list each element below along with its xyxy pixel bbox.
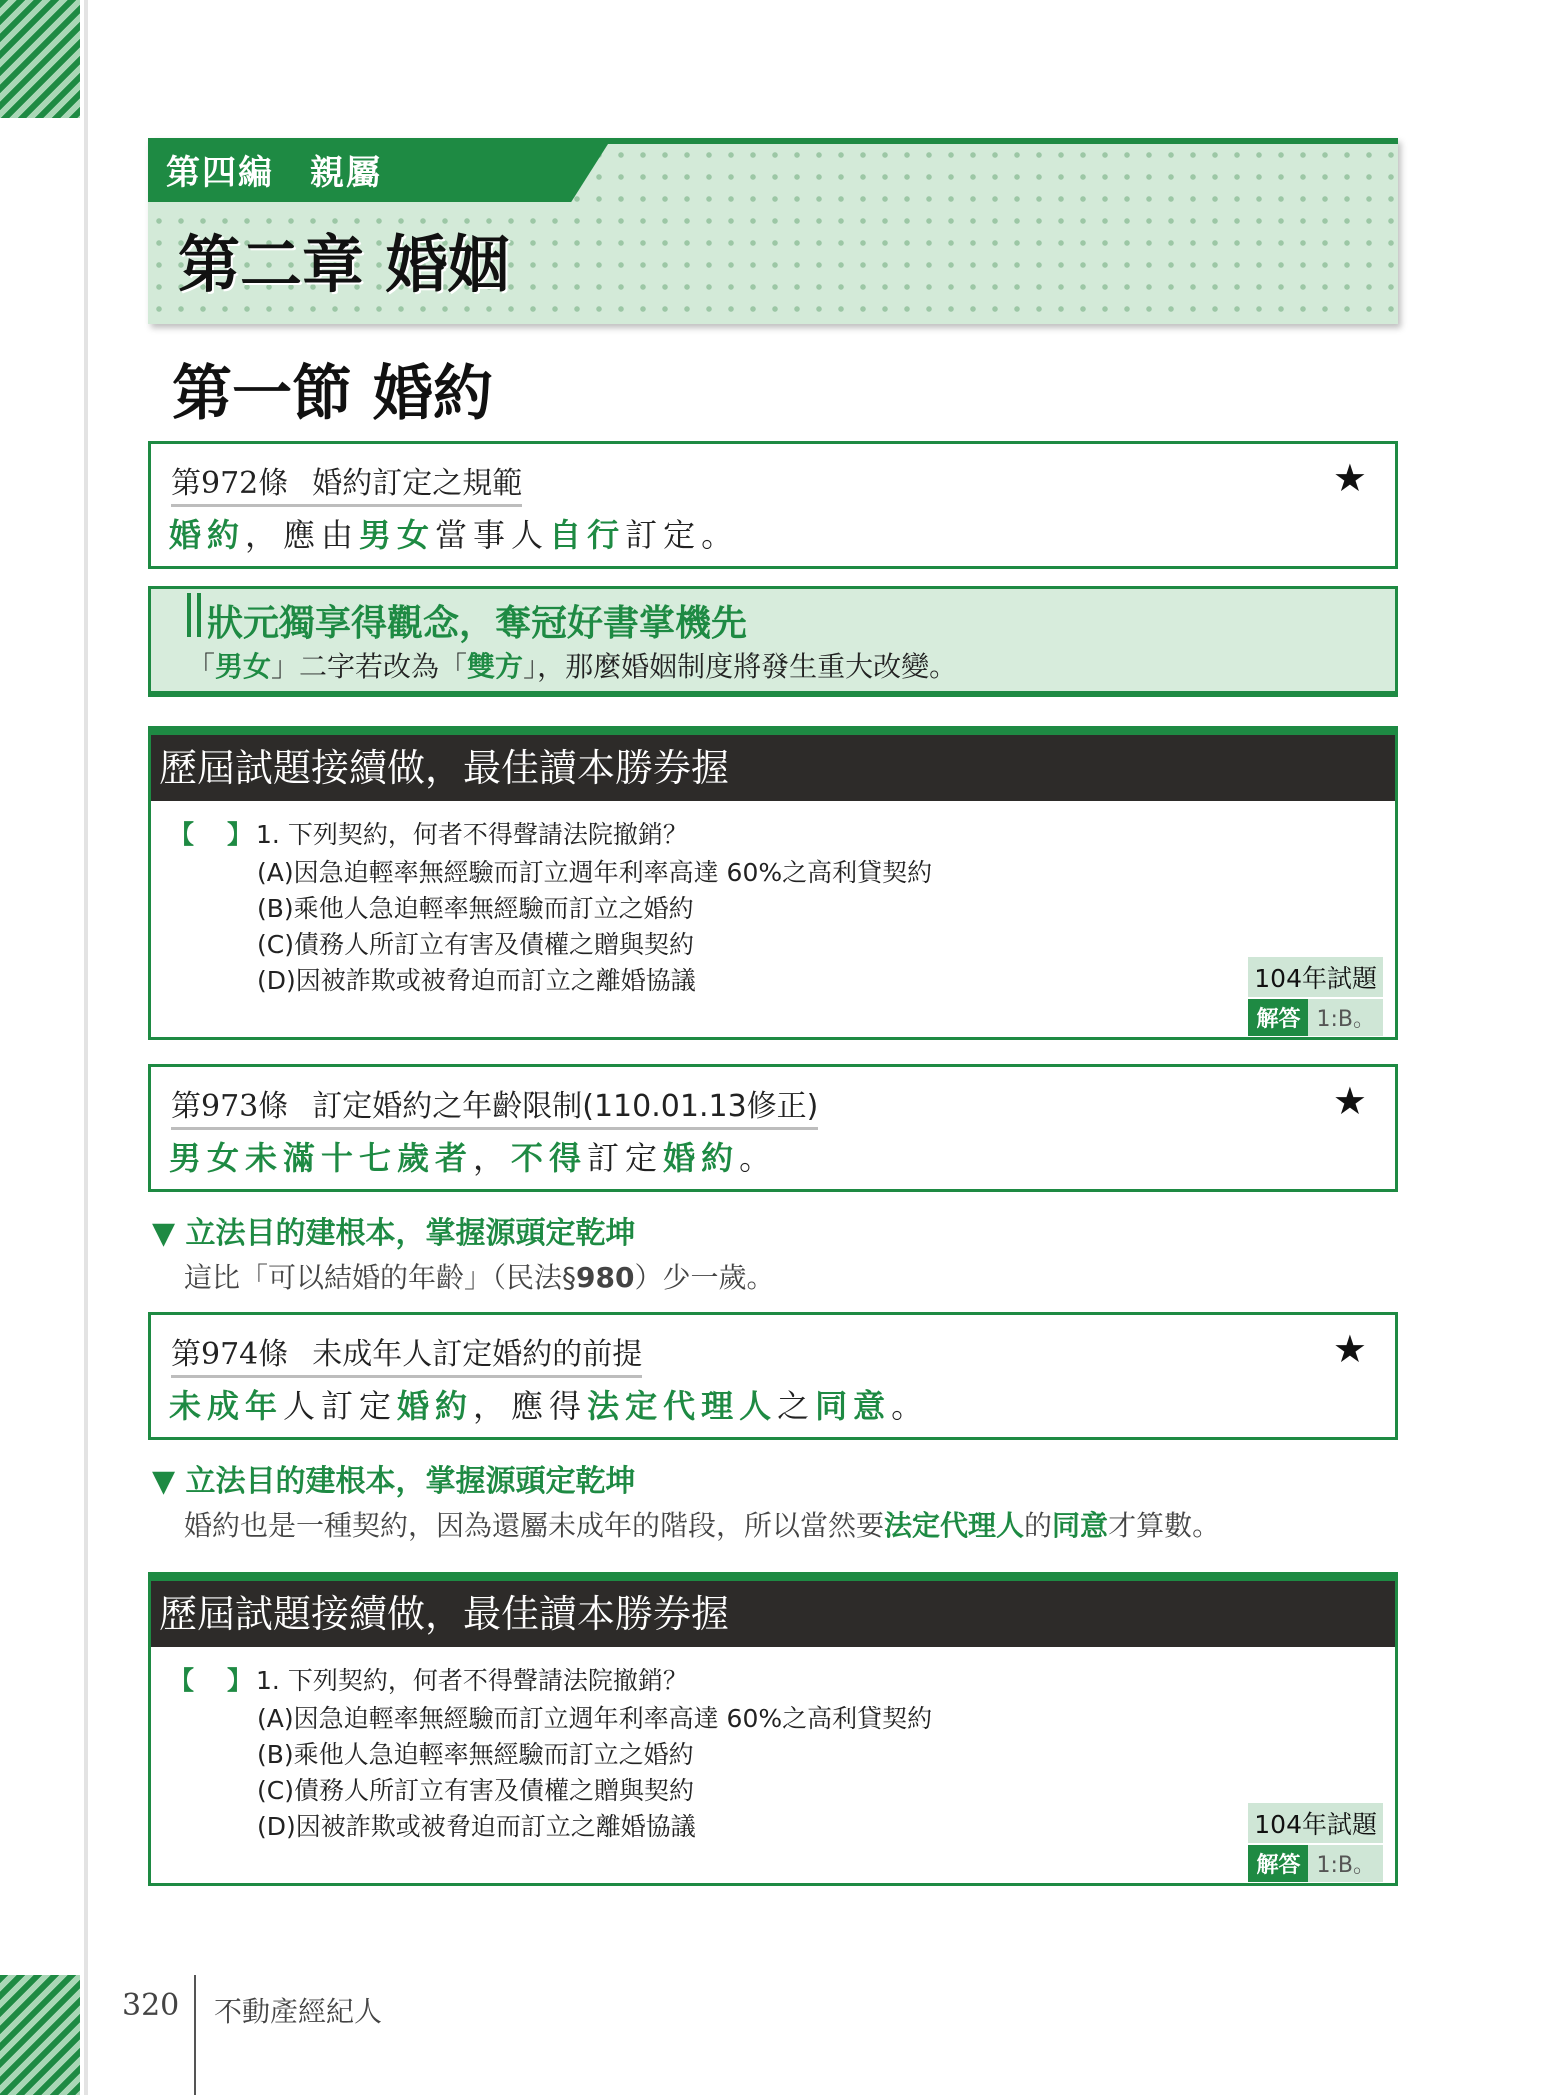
article-topic: 婚約訂定之規範	[312, 466, 523, 501]
article-973-text: 男女未滿十七歲者，不得訂定婚約。	[169, 1139, 778, 1177]
exam-header: 歷屆試題接續做，最佳讀本勝券握	[151, 1575, 1395, 1647]
answer-badge: 解答 1:B。	[1248, 1845, 1383, 1882]
exam-year-badge: 104年試題	[1248, 1803, 1383, 1843]
option-d: (D)因被詐欺或被脅迫而訂立之離婚協議	[257, 1812, 696, 1841]
article-972-heading	[171, 458, 522, 507]
concept-text: 「男女」二字若改為「雙方」，那麼婚姻制度將發生重大改變。	[187, 650, 958, 683]
exam-box-1	[148, 726, 1398, 1040]
answer-bracket: 【 】	[169, 820, 257, 849]
purpose-title-1: ▼ 立法目的建根本，掌握源頭定乾坤	[152, 1216, 636, 1251]
article-number: 第974條	[171, 1337, 289, 1372]
article-973-heading	[171, 1081, 818, 1130]
question: 【 】1. 下列契約，何者不得聲請法院撤銷？	[169, 1666, 688, 1695]
answer-badge: 解答 1:B。	[1248, 999, 1383, 1036]
question: 【 】1. 下列契約，何者不得聲請法院撤銷？	[169, 820, 688, 849]
option-a: (A)因急迫輕率無經驗而訂立週年利率高達 60%之高利貸契約	[257, 858, 933, 887]
article-topic: 未成年人訂定婚約的前提	[312, 1337, 643, 1372]
section-title: 第一節 婚約	[172, 359, 493, 429]
option-c: (C)債務人所訂立有害及債權之贈與契約	[257, 1776, 694, 1805]
article-number: 第972條	[171, 466, 289, 501]
book-title: 不動產經紀人	[214, 1995, 383, 2028]
decorative-stripe-top	[0, 0, 80, 118]
article-974-text: 未成年人訂定婚約，應得法定代理人之同意。	[169, 1387, 930, 1425]
article-973-box	[148, 1064, 1398, 1192]
article-972-box	[148, 441, 1398, 569]
page-number: 320	[122, 1988, 180, 2023]
article-topic: 訂定婚約之年齡限制(110.01.13修正)	[312, 1089, 819, 1124]
footer-divider	[194, 1975, 196, 2095]
concept-title: 狀元獨享得觀念，奪冠好書掌機先	[207, 603, 748, 644]
option-a: (A)因急迫輕率無經驗而訂立週年利率高達 60%之高利貸契約	[257, 1704, 933, 1733]
concept-bar-icon	[197, 593, 201, 637]
decorative-stripe-bottom	[0, 1975, 80, 2095]
article-974-box	[148, 1312, 1398, 1440]
exam-year-badge: 104年試題	[1248, 957, 1383, 997]
answer-bracket: 【 】	[169, 1666, 257, 1695]
article-972-text: 婚約，應由男女當事人自行訂定。	[169, 516, 740, 554]
exam-header: 歷屆試題接續做，最佳讀本勝券握	[151, 729, 1395, 801]
star-icon: ★	[1332, 1079, 1367, 1123]
option-b: (B)乘他人急迫輕率無經驗而訂立之婚約	[257, 1740, 694, 1769]
option-b: (B)乘他人急迫輕率無經驗而訂立之婚約	[257, 894, 694, 923]
margin-line	[84, 0, 88, 2095]
article-974-heading	[171, 1329, 642, 1378]
concept-box	[148, 586, 1398, 697]
star-icon: ★	[1332, 456, 1367, 500]
purpose-text-2: 婚約也是一種契約，因為還屬未成年的階段，所以當然要法定代理人的同意才算數。	[184, 1509, 1221, 1542]
exam-box-2	[148, 1572, 1398, 1886]
part-title: 第四編 親屬	[166, 153, 382, 193]
chapter-title: 第二章 婚姻	[178, 228, 510, 301]
option-c: (C)債務人所訂立有害及債權之贈與契約	[257, 930, 694, 959]
article-number: 第973條	[171, 1089, 289, 1124]
purpose-title-2: ▼ 立法目的建根本，掌握源頭定乾坤	[152, 1464, 636, 1499]
concept-bar-icon	[187, 593, 191, 637]
option-d: (D)因被詐欺或被脅迫而訂立之離婚協議	[257, 966, 696, 995]
star-icon: ★	[1332, 1327, 1367, 1371]
purpose-text-1: 這比「可以結婚的年齡」（民法§980）少一歲。	[184, 1261, 775, 1294]
